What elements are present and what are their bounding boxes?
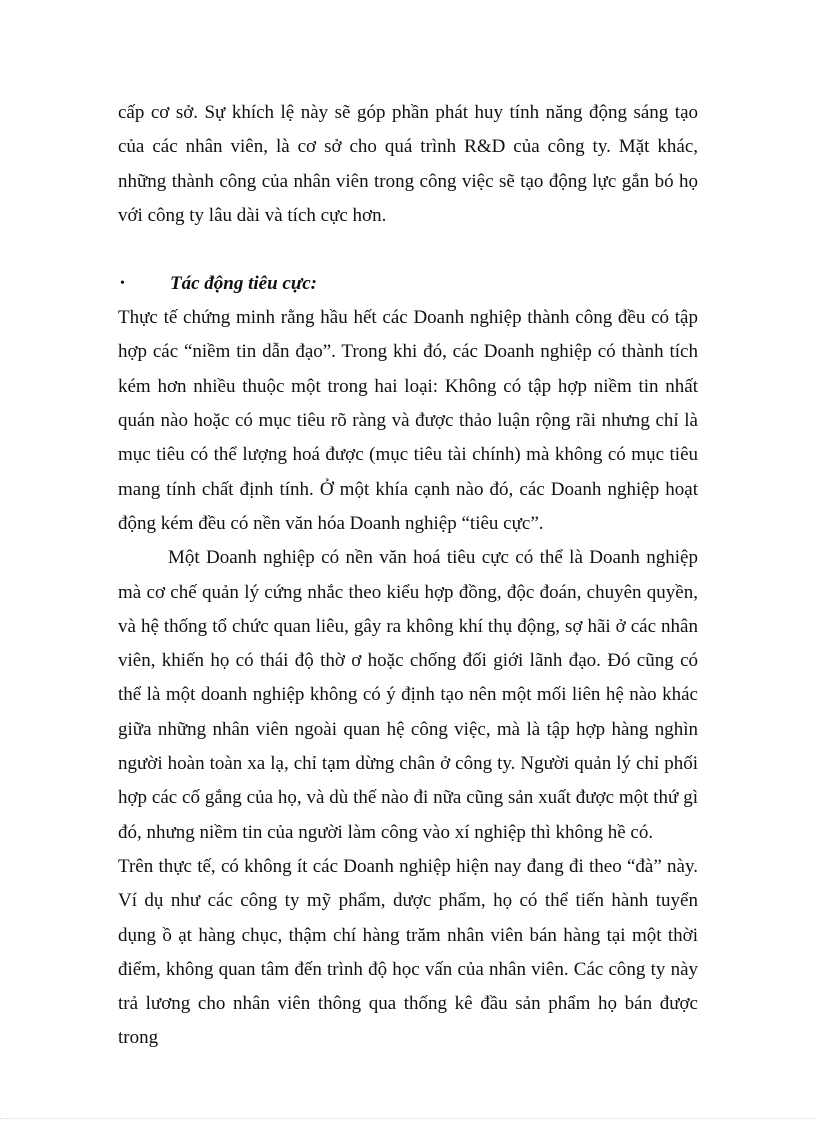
paragraph-gap — [118, 233, 698, 267]
section-heading — [118, 267, 698, 301]
paragraph-intro: cấp cơ sở. Sự khích lệ này sẽ góp phần phát huy tính năng động sáng tạo của các nhân viên, là cơ sở cho quá trình R&D của công ty. Mặt khác, những thành công của nhân viên trong công việc sẽ tạo động lực gắn bó họ với công ty lâu dài và tích cực hơn. — [118, 102, 698, 226]
paragraph-negative-impact: Thực tế chứng minh rằng hầu hết các Doanh nghiệp thành công đều có tập hợp các “niềm tin dẫn đạo”. Trong khi đó, các Doanh nghiệp có thành tích kém hơn nhiều thuộc một trong hai loại: Không có tập hợp niềm tin nhất quán nào hoặc có mục tiêu rõ ràng và được thảo luận rộng rãi nhưng chỉ là mục tiêu có thể lượng hoá được (mục tiêu tài chính) mà không có mục tiêu mang tính chất định tính. Ở một khía cạnh nào đó, các Doanh nghiệp hoạt động kém đều có nền văn hóa Doanh nghiệp “tiêu cực”. — [118, 307, 698, 534]
page-bottom-border — [0, 1118, 816, 1119]
section-heading-text: Tác động tiêu cực: — [170, 273, 317, 295]
document-page — [118, 96, 698, 1056]
paragraph-real-examples: Trên thực tế, có không ít các Doanh nghiệp hiện nay đang đi theo “đà” này. Ví dụ như các công ty mỹ phẩm, dược phẩm, họ có thể tiến hành tuyển dụng ồ ạt hàng chục, thậm chí hàng trăm nhân viên bán hàng tại một thời điểm, không quan tâm đến trình độ học vấn của nhân viên. Các công ty này trả lương cho nhân viên thông qua thống kê đầu sản phẩm họ bán được trong — [118, 855, 698, 1049]
bullet-icon: • — [120, 276, 125, 292]
paragraph-negative-culture: Một Doanh nghiệp có nền văn hoá tiêu cực có thể là Doanh nghiệp mà cơ chế quản lý cứng nhắc theo kiểu hợp đồng, độc đoán, chuyên quyền, và hệ thống tổ chức quan liêu, gây ra không khí thụ động, sợ hãi ở các nhân viên, khiến họ có thái độ thờ ơ hoặc chống đối giới lãnh đạo. Đó cũng có thể là một doanh nghiệp không có ý định tạo nên một mối liên hệ nào khác giữa những nhân viên ngoài quan hệ công việc, mà là tập hợp hàng nghìn người hoàn toàn xa lạ, chỉ tạm dừng chân ở công ty. Người quản lý chỉ phối hợp các cố gắng của họ, và dù thế nào đi nữa cũng sản xuất được một thứ gì đó, nhưng niềm tin của người làm công vào xí nghiệp thì không hề có. — [118, 547, 698, 843]
